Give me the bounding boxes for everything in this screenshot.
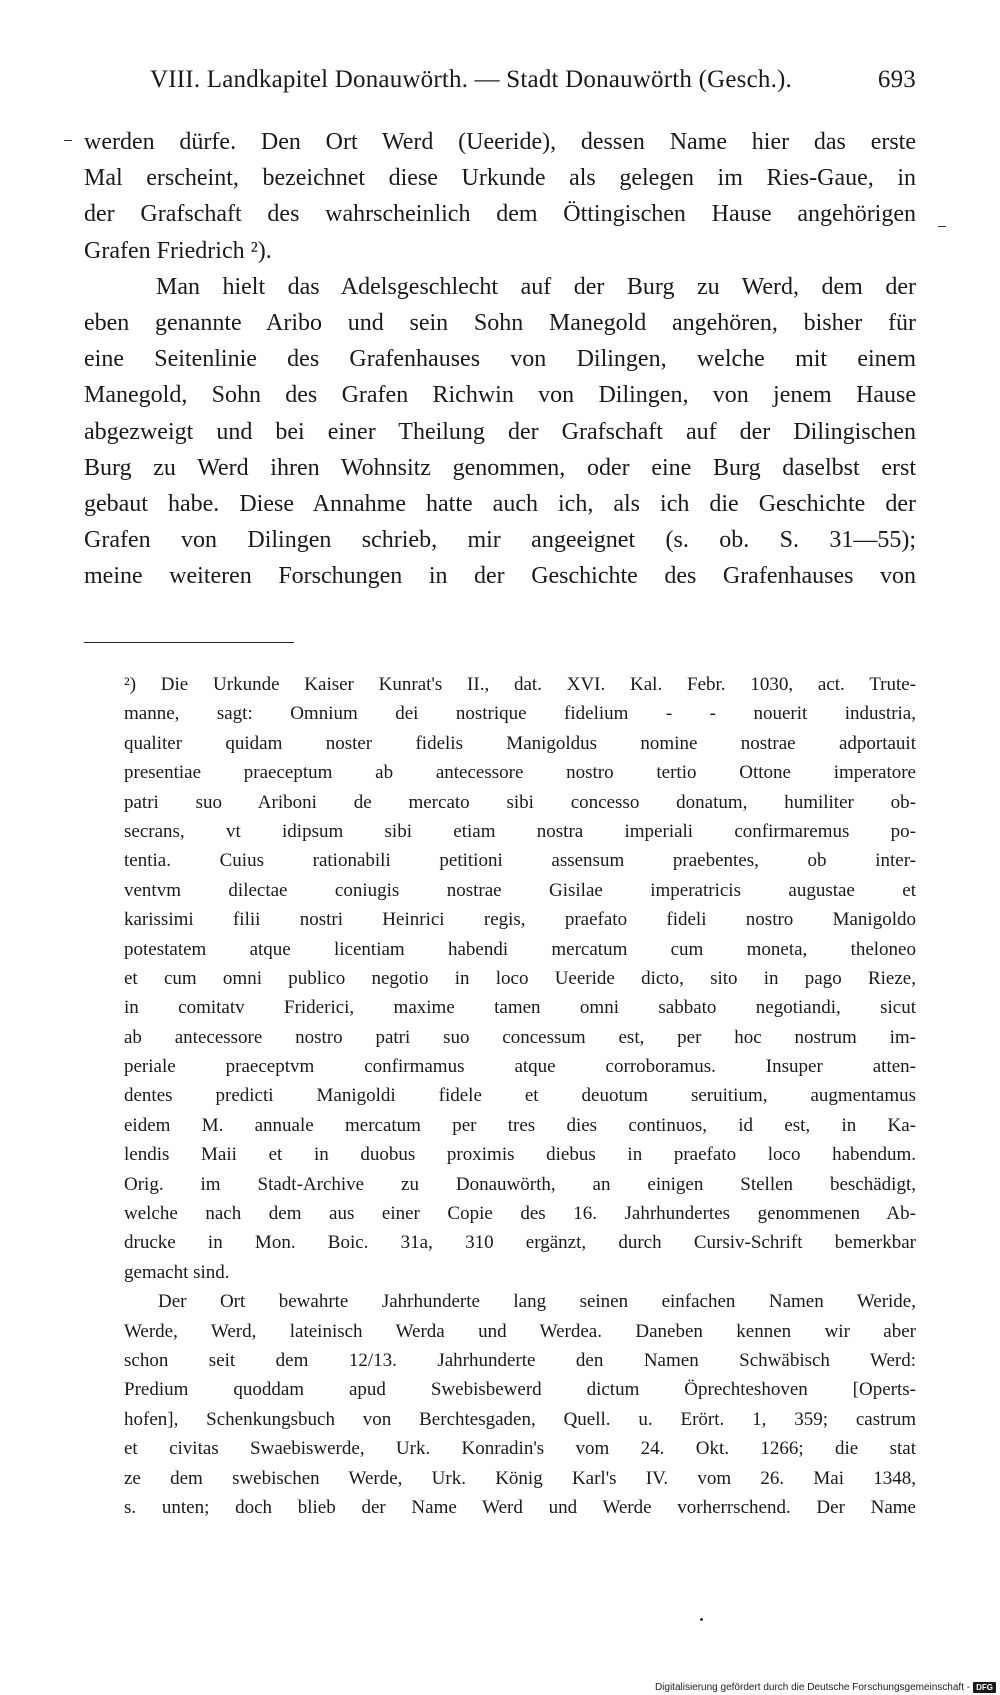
body-line: Burg zu Werd ihren Wohnsitz genommen, oder eine Burg daselbst erst bbox=[84, 454, 916, 481]
footnote-line: periale praeceptvm confirmamus atque corroboramus. Insuper atten- bbox=[124, 1056, 916, 1078]
footnote-line: s. unten; doch blieb der Name Werd und Werde vorherrschend. Der Name bbox=[124, 1496, 916, 1518]
body-line: Manegold, Sohn des Grafen Richwin von Dilingen, von jenem Hause bbox=[84, 382, 916, 409]
footnote-line: secrans, vt idipsum sibi etiam nostra imperiali confirmaremus po- bbox=[124, 820, 916, 842]
footnote-line: karissimi filii nostri Heinrici regis, praefato fideli nostro Manigoldo bbox=[124, 909, 916, 931]
footnote-line: manne, sagt: Omnium dei nostrique fidelium - - nouerit industria, bbox=[124, 703, 916, 725]
footnote-line: ventvm dilectae coniugis nostrae Gisilae imperatricis augustae et bbox=[124, 879, 916, 901]
footnote-line: in comitatv Friderici, maxime tamen omni sabbato negotiandi, sicut bbox=[124, 997, 916, 1019]
footnote-line: hofen], Schenkungsbuch von Berchtesgaden, Quell. u. Erört. 1, 359; castrum bbox=[124, 1408, 916, 1430]
body-line: meine weiteren Forschungen in der Geschichte des Grafenhauses von bbox=[84, 563, 916, 590]
footnote-line: eidem M. annuale mercatum per tres dies continuos, id est, in Ka- bbox=[124, 1114, 916, 1136]
footnote-line: ab antecessore nostro patri suo concessum est, per hoc nostrum im- bbox=[124, 1026, 916, 1048]
body-line: Grafen von Dilingen schrieb, mir angeeignet (s. ob. S. 31—55); bbox=[84, 527, 916, 554]
body-line: der Grafschaft des wahrscheinlich dem Öttingischen Hause angehörigen bbox=[84, 201, 916, 228]
footnote-line: et civitas Swaebiswerde, Urk. Konradin's vom 24. Okt. 1266; die stat bbox=[124, 1438, 916, 1460]
footnote-line: schon seit dem 12/13. Jahrhunderte den Namen Schwäbisch Werd: bbox=[124, 1349, 916, 1371]
footnote-line: welche nach dem aus einer Copie des 16. Jahrhundertes genommenen Ab- bbox=[124, 1203, 916, 1225]
body-line: gebaut habe. Diese Annahme hatte auch ich, als ich die Geschichte der bbox=[84, 490, 916, 517]
footnote-line: et cum omni publico negotio in loco Ueeride dicto, sito in pago Rieze, bbox=[124, 967, 916, 989]
footnote-line: drucke in Mon. Boic. 31a, 310 ergänzt, durch Cursiv-Schrift bemerkbar bbox=[124, 1232, 916, 1254]
footnote-line: Werde, Werd, lateinisch Werda und Werdea. Daneben kennen wir aber bbox=[124, 1320, 916, 1342]
footnote-line: lendis Maii et in duobus proximis diebus in praefato loco habendum. bbox=[124, 1144, 916, 1166]
footnote-line: Predium quoddam apud Swebisbewerd dictum Öprechteshoven [Operts- bbox=[124, 1379, 916, 1401]
footnote-line: Der Ort bewahrte Jahrhunderte lang seinen einfachen Namen Weride, bbox=[158, 1291, 916, 1313]
footnote-line: ²) Die Urkunde Kaiser Kunrat's II., dat. XVI. Kal. Febr. 1030, act. Trute- bbox=[124, 674, 916, 695]
running-header bbox=[150, 66, 916, 94]
body-line: Mal erscheint, bezeichnet diese Urkunde als gelegen im Ries-Gaue, in bbox=[84, 165, 916, 192]
main-body-text bbox=[84, 124, 916, 594]
margin-mark bbox=[938, 226, 946, 227]
footnote-divider bbox=[84, 642, 294, 643]
footnote-line: patri suo Ariboni de mercato sibi concesso donatum, humiliter ob- bbox=[124, 791, 916, 813]
page-number: 693 bbox=[877, 66, 916, 93]
credit-text: Digitalisierung gefördert durch die Deutsche Forschungsgemeinschaft - bbox=[654, 1682, 971, 1693]
body-line: eine Seitenlinie des Grafenhauses von Dilingen, welche mit einem bbox=[84, 346, 916, 373]
footnote-line: ze dem swebischen Werde, Urk. König Karl's IV. vom 26. Mai 1348, bbox=[124, 1467, 916, 1489]
body-line: eben genannte Aribo und sein Sohn Manegold angehören, bisher für bbox=[84, 309, 916, 336]
footnote-line: dentes predicti Manigoldi fidele et deuotum seruitium, augmentamus bbox=[124, 1085, 916, 1107]
body-line: werden dürfe. Den Ort Werd (Ueeride), dessen Name hier das erste bbox=[84, 129, 916, 155]
body-line: Man hielt das Adelsgeschlecht auf der Burg zu Werd, dem der bbox=[156, 273, 916, 300]
running-title: VIII. Landkapitel Donauwörth. — Stadt Donauwörth (Gesch.). bbox=[150, 66, 792, 93]
footnote-line: presentiae praeceptum ab antecessore nostro tertio Ottone imperatore bbox=[124, 762, 916, 784]
footnote-block bbox=[124, 670, 916, 1522]
body-line: Grafen Friedrich ²). bbox=[84, 237, 272, 264]
body-line: abgezweigt und bei einer Theilung der Grafschaft auf der Dilingischen bbox=[84, 418, 916, 445]
margin-mark bbox=[64, 140, 72, 141]
footnote-line: gemacht sind. bbox=[124, 1261, 230, 1283]
footnote-line: Orig. im Stadt-Archive zu Donauwörth, an einigen Stellen beschädigt, bbox=[124, 1173, 916, 1195]
footnote-line: potestatem atque licentiam habendi mercatum cum moneta, theloneo bbox=[124, 938, 916, 960]
dfg-logo: DFG bbox=[973, 1682, 996, 1693]
footnote-line: tentia. Cuius rationabili petitioni assensum praebentes, ob inter- bbox=[124, 850, 916, 872]
footnote-line: qualiter quidam noster fidelis Manigoldus nomine nostrae adportauit bbox=[124, 732, 916, 754]
digitization-credit bbox=[655, 1682, 996, 1693]
print-speck bbox=[700, 1618, 703, 1621]
